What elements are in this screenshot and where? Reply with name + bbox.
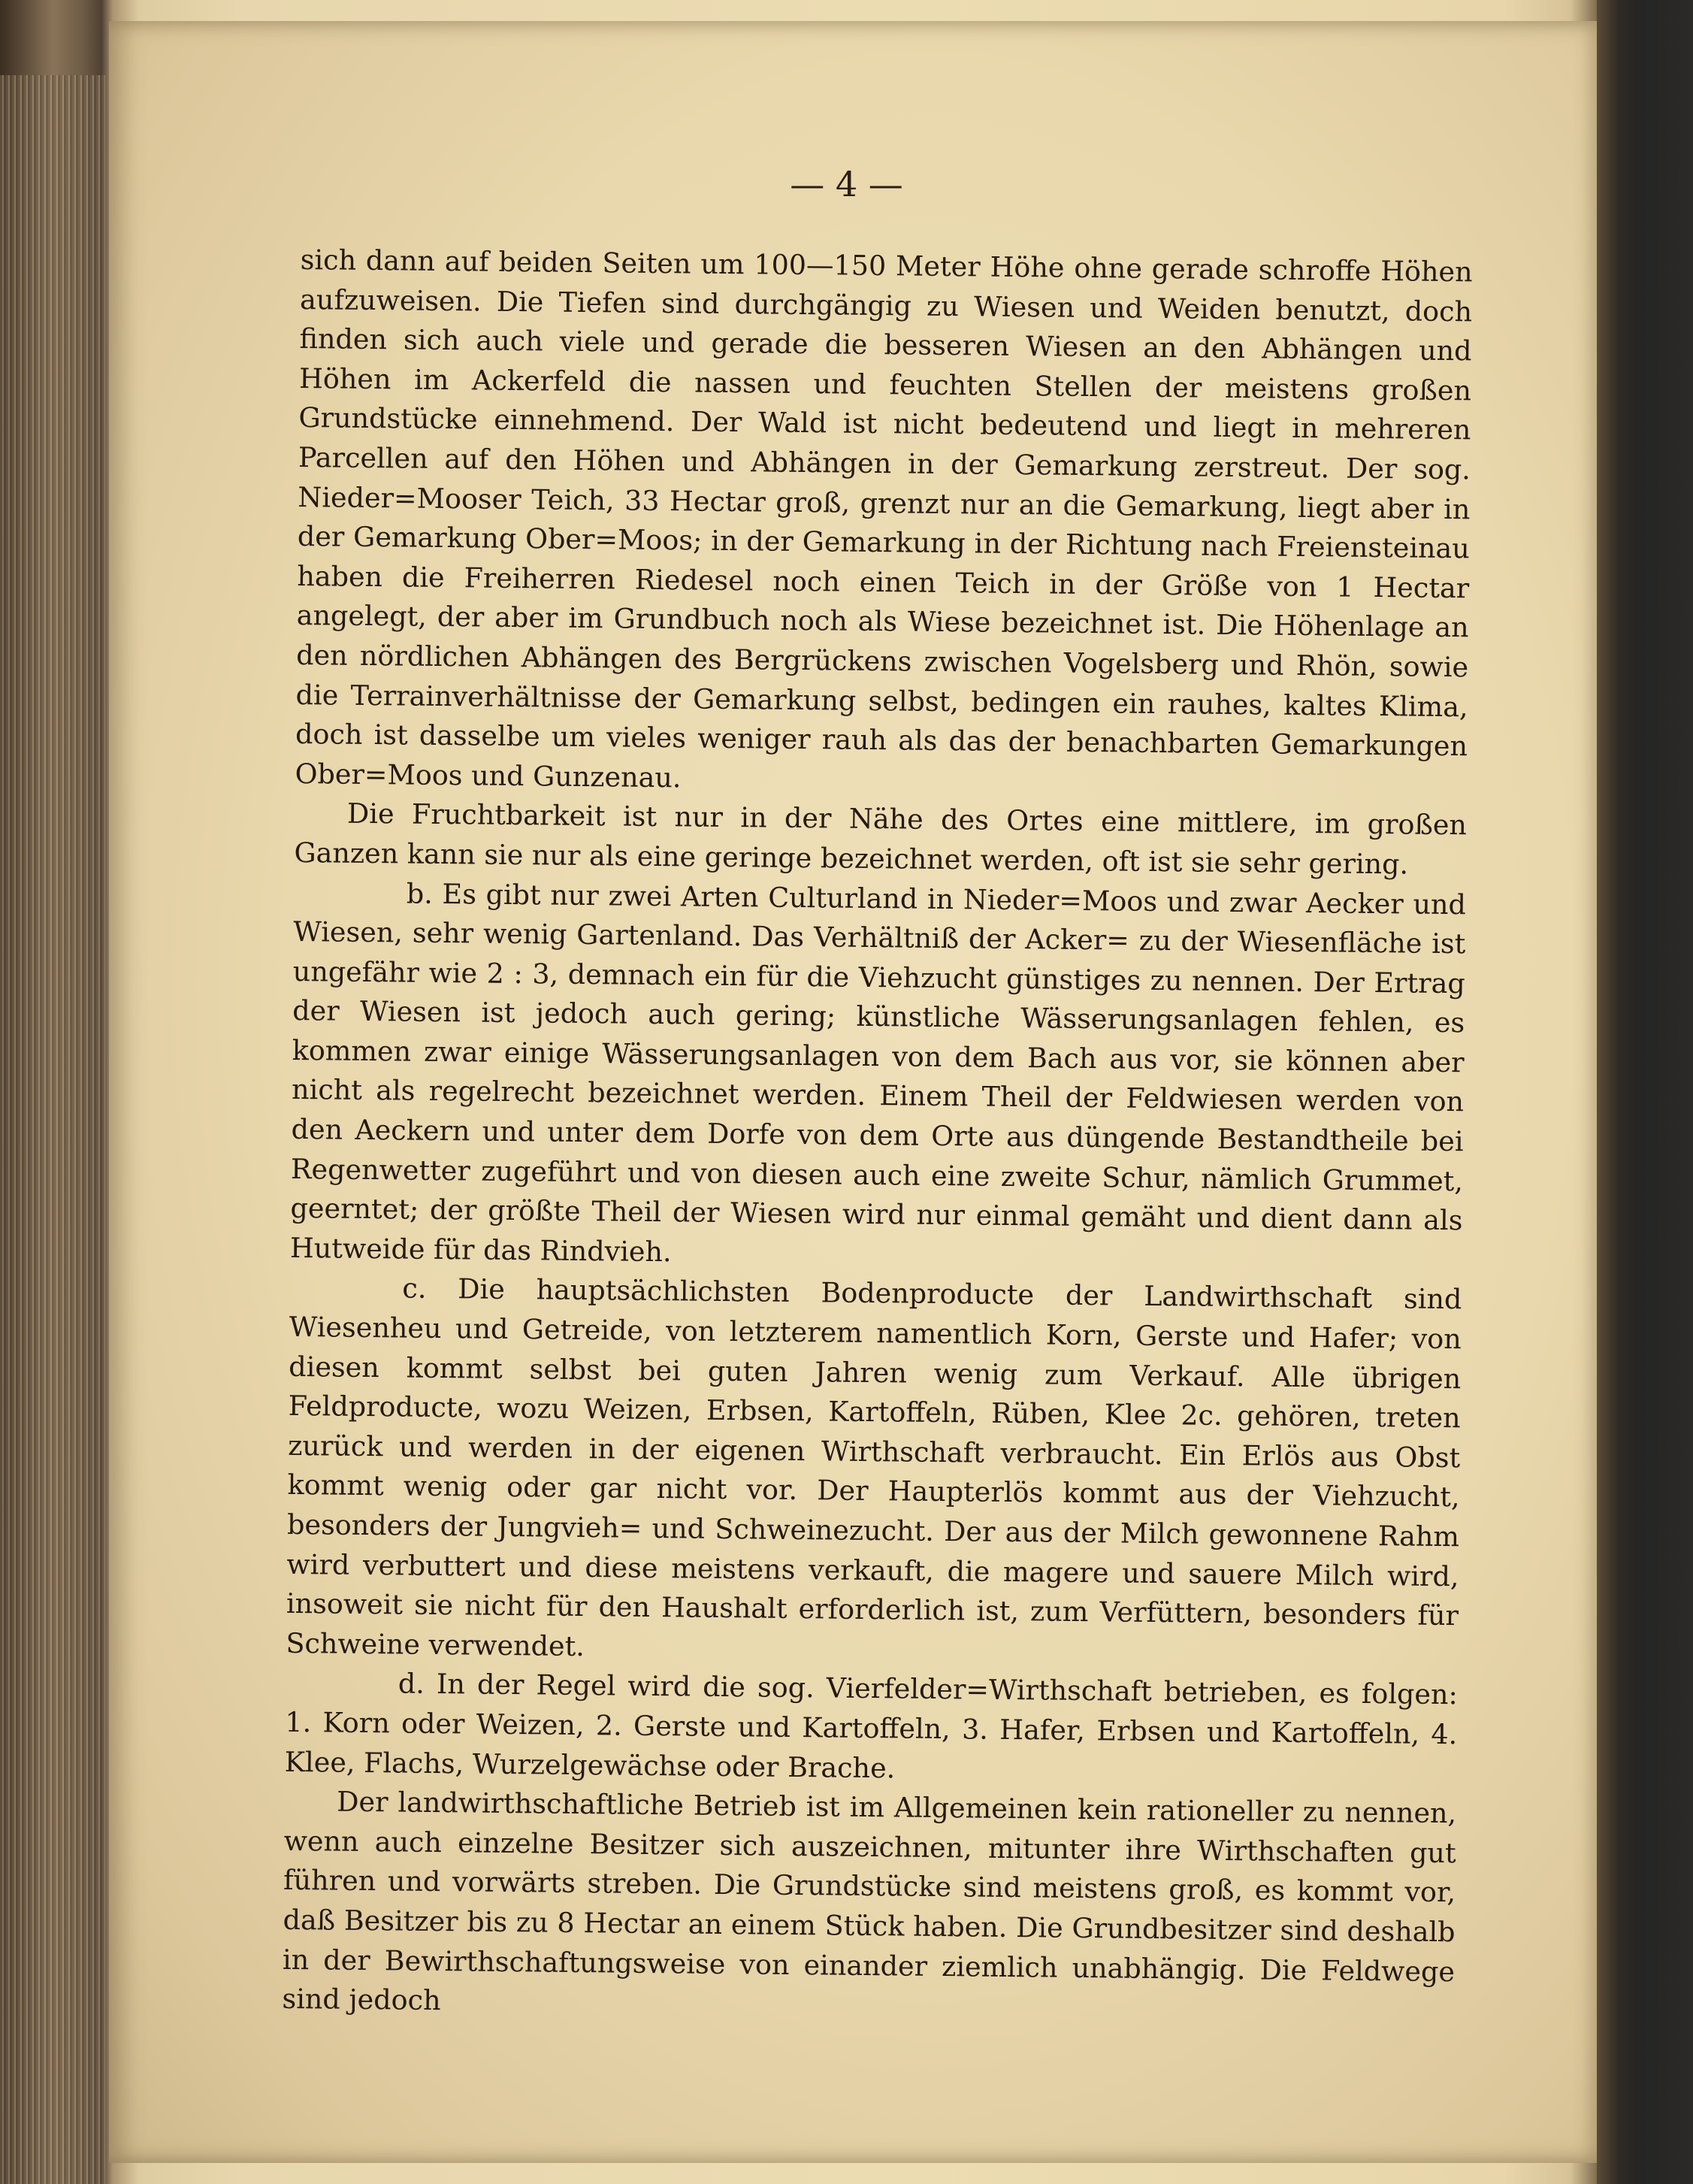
- paragraph-d: d. In der Regel wird die sog. Vierfelder=Wirthschaft betrieben, es folgen: 1. Korn oder Weizen, 2. Gerste und Kartoffeln, 3. Hafer, Erbsen und Kartoffeln, 4. Klee, Flachs, Wurzelgewächse oder Brache.: [284, 1667, 1459, 1784]
- page-edges: [0, 75, 105, 2184]
- paragraph-2: Die Fruchtbarkeit ist nur in der Nähe des Ortes eine mittlere, im großen Ganzen kann sie nur als eine geringe bezeichnet werden, oft ist sie sehr gering.: [294, 797, 1468, 881]
- paragraph-c: c. Die hauptsächlichsten Bodenproducte der Landwirthschaft sind Wiesenheu und Getreide, von letzterem namentlich Korn, Gerste und Hafer; von diesen kommt selbst bei guten Jahren wenig zum Verkauf. Alle übrigen Feldproducte, wozu Weizen, Erbsen, Kartoffeln, Rüben, Klee 2c. gehören, treten zurück und werden in der eigenen Wirthschaft verbraucht. Ein Erlös aus Obst kommt wenig oder gar nicht vor. Der Haupterlös kommt aus der Viehzucht, besonders der Jungvieh= und Schweinezucht. Der aus der Milch gewonnene Rahm wird verbuttert und diese meistens verkauft, die magere und sauere Milch wird, insoweit sie nicht für den Haushalt erforderlich ist, zum Verfüttern, besonders für Schweine verwendet.: [286, 1272, 1462, 1662]
- body-text: [282, 240, 1473, 2031]
- page-number: — 4 —: [790, 164, 903, 204]
- book-cover-edge: [1597, 0, 1693, 2184]
- paragraph-b: b. Es gibt nur zwei Arten Culturland in Nieder=Moos und zwar Aecker und Wiesen, sehr wenig Gartenland. Das Verhältniß der Acker= zu der Wiesenfläche ist ungefähr wie 2 : 3, demnach ein für die Viehzucht günstiges zu nennen. Der Ertrag der Wiesen ist jedoch auch gering; künstliche Wässerungsanlagen fehlen, es kommen zwar einige Wässerungsanlagen von dem Bach aus vor, sie können aber nicht als regelrecht bezeichnet werden. Einem Theil der Feldwiesen werden von den Aeckern und unter dem Dorfe von dem Orte aus düngende Bestandtheile bei Regenwetter zugeführt und von diesen auch eine zweite Schur, nämlich Grummet, geerntet; der größte Theil der Wiesen wird nur einmal gemäht und dient dann als Hutweide für das Rindvieh.: [289, 877, 1467, 1269]
- paragraph-6: Der landwirthschaftliche Betrieb ist im Allgemeinen kein rationeller zu nennen, wenn auch einzelne Besitzer sich auszeichnen, mitunter ihre Wirthschaften gut führen und vorwärts streben. Die Grundstücke sind meistens groß, es kommt vor, daß Besitzer bis zu 8 Hectar an einem Stück haben. Die Grundbesitzer sind deshalb in der Bewirthschaftungsweise von einander ziemlich unabhängig. Die Feldwege sind jedoch: [282, 1785, 1457, 2017]
- paragraph-1: sich dann auf beiden Seiten um 100—150 Meter Höhe ohne gerade schroffe Höhen aufzuweisen. Die Tiefen sind durchgängig zu Wiesen und Weiden benutzt, doch finden sich auch viele und gerade die besseren Wiesen an den Abhängen und Höhen im Ackerfeld die nassen und feuchten Stellen der meistens großen Grundstücke einnehmend. Der Wald ist nicht bedeutend und liegt in mehreren Parcellen auf den Höhen und Abhängen in der Gemarkung zerstreut. Der sog. Nieder=Mooser Teich, 33 Hectar groß, grenzt nur an die Gemarkung, liegt aber in der Gemarkung Ober=Moos; in der Gemarkung in der Richtung nach Freiensteinau haben die Freiherren Riedesel noch einen Teich in der Größe von 1 Hectar angelegt, der aber im Grundbuch noch als Wiese bezeichnet ist. Die Höhenlage an den nördlichen Abhängen des Bergrückens zwischen Vogelsberg und Rhön, sowie die Terrainverhältnisse der Gemarkung selbst, bedingen ein rauhes, kaltes Klima, doch ist dasselbe um vieles weniger rauh als das der benachbarten Gemarkungen Ober=Moos und Gunzenau.: [295, 243, 1473, 794]
